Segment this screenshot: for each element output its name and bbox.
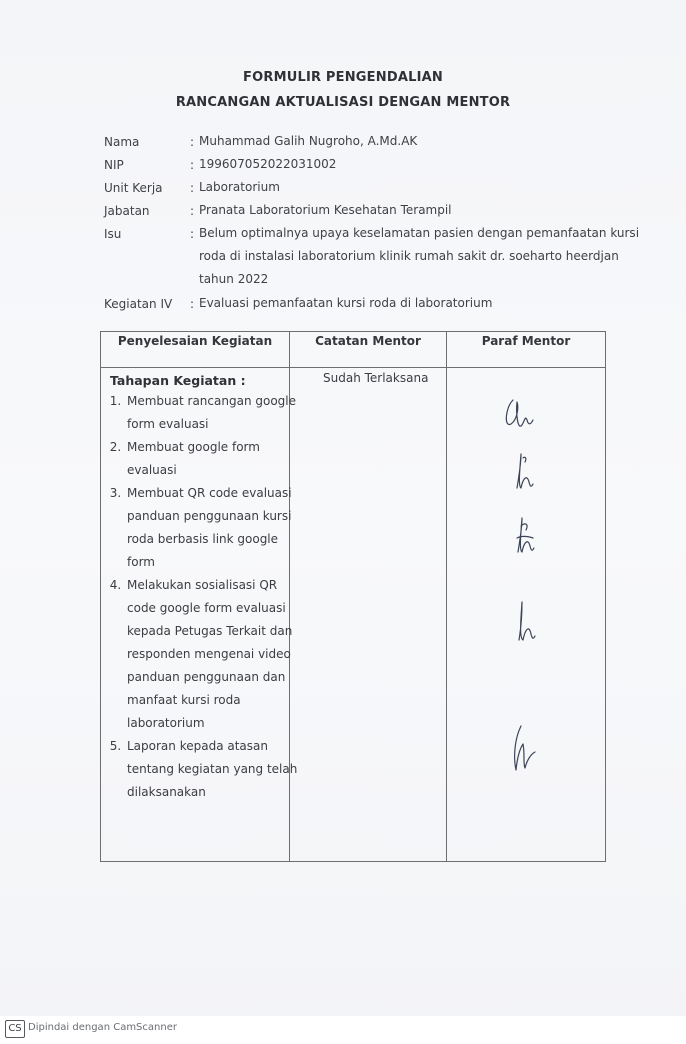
field-value-line: Evaluasi pemanfaatan kursi roda di laboratorium	[199, 296, 493, 310]
field-label: Isu	[104, 227, 122, 241]
step-line: form evaluasi	[127, 417, 209, 431]
scanner-footer	[0, 1016, 686, 1044]
mentor-note: Sudah Terlaksana	[323, 371, 429, 385]
steps-cell	[101, 368, 298, 862]
step-line: kepada Petugas Terkait dan	[127, 624, 293, 638]
field-value-line: roda di instalasi laboratorium klinik rumah sakit dr. soeharto heerdjan	[199, 249, 619, 263]
field-value-line: tahun 2022	[199, 272, 269, 286]
field-colon: :	[190, 227, 195, 241]
step-line: 5. Laporan kepada atasan	[127, 739, 268, 753]
steps-heading: Tahapan Kegiatan :	[110, 373, 246, 388]
step-line: code google form evaluasi	[127, 601, 286, 615]
field-value-line: 199607052022031002	[199, 157, 337, 171]
field-colon: :	[190, 135, 195, 149]
mentor-signature-3	[509, 510, 549, 570]
step-line: 4. Melakukan sosialisasi QR	[127, 578, 278, 592]
form-title-line2: RANCANGAN AKTUALISASI DENGAN MENTOR	[175, 95, 511, 110]
list-item	[125, 574, 293, 735]
header-catatan-mentor: Catatan Mentor	[290, 332, 447, 368]
table-row	[101, 368, 606, 862]
field-label: Unit Kerja	[104, 181, 163, 195]
step-line: laboratorium	[127, 716, 205, 730]
table-header-row	[101, 332, 606, 368]
step-line: 3. Membuat QR code evaluasi	[127, 486, 292, 500]
list-item	[125, 482, 292, 574]
field-value-line: Pranata Laboratorium Kesehatan Terampil	[199, 203, 452, 217]
field-value-line: Belum optimalnya upaya keselamatan pasien dengan pemanfaatan kursi	[199, 226, 640, 240]
field-value	[199, 130, 599, 153]
camscanner-logo: CS	[5, 1020, 25, 1038]
mentor-signature-5	[505, 720, 545, 780]
field-value-line: Laboratorium	[199, 180, 280, 194]
steps-list	[101, 390, 298, 804]
mentor-signature-1	[499, 390, 539, 450]
step-line: panduan penggunaan kursi	[127, 509, 292, 523]
step-line: dilaksanakan	[127, 785, 206, 799]
list-item	[125, 390, 296, 436]
field-value	[199, 199, 599, 222]
step-line: tentang kegiatan yang telah	[127, 762, 298, 776]
step-line: evaluasi	[127, 463, 177, 477]
step-line: panduan penggunaan dan	[127, 670, 286, 684]
scanner-watermark-text: Dipindai dengan CamScanner	[28, 1022, 177, 1033]
step-line: form	[127, 555, 155, 569]
step-line: 1. Membuat rancangan google	[127, 394, 296, 408]
field-value	[199, 153, 599, 176]
step-line: manfaat kursi roda	[127, 693, 241, 707]
list-item	[125, 735, 298, 804]
list-item	[125, 436, 289, 482]
field-colon: :	[190, 181, 195, 195]
field-label: Kegiatan IV	[104, 297, 173, 311]
control-table	[100, 331, 606, 862]
field-label: Jabatan	[104, 204, 150, 218]
mentor-signature-2	[509, 448, 549, 508]
header-penyelesaian-kegiatan: Penyelesaian Kegiatan	[101, 332, 290, 368]
field-colon: :	[190, 204, 195, 218]
form-title-line1: FORMULIR PENGENDALIAN	[243, 70, 443, 85]
step-line: 2. Membuat google form	[127, 440, 260, 454]
mentor-signature-4	[509, 596, 549, 656]
mentor-note-cell	[290, 368, 447, 862]
field-value	[199, 292, 599, 315]
field-value	[199, 176, 599, 199]
header-paraf-mentor: Paraf Mentor	[447, 332, 606, 368]
field-label: NIP	[104, 158, 124, 172]
field-value-line: Muhammad Galih Nugroho, A.Md.AK	[199, 134, 418, 148]
field-colon: :	[190, 297, 195, 311]
field-label: Nama	[104, 135, 140, 149]
mentor-signature-cell	[447, 368, 606, 862]
step-line: roda berbasis link google	[127, 532, 279, 546]
field-colon: :	[190, 158, 195, 172]
step-line: responden mengenai video	[127, 647, 291, 661]
field-value	[199, 222, 640, 291]
